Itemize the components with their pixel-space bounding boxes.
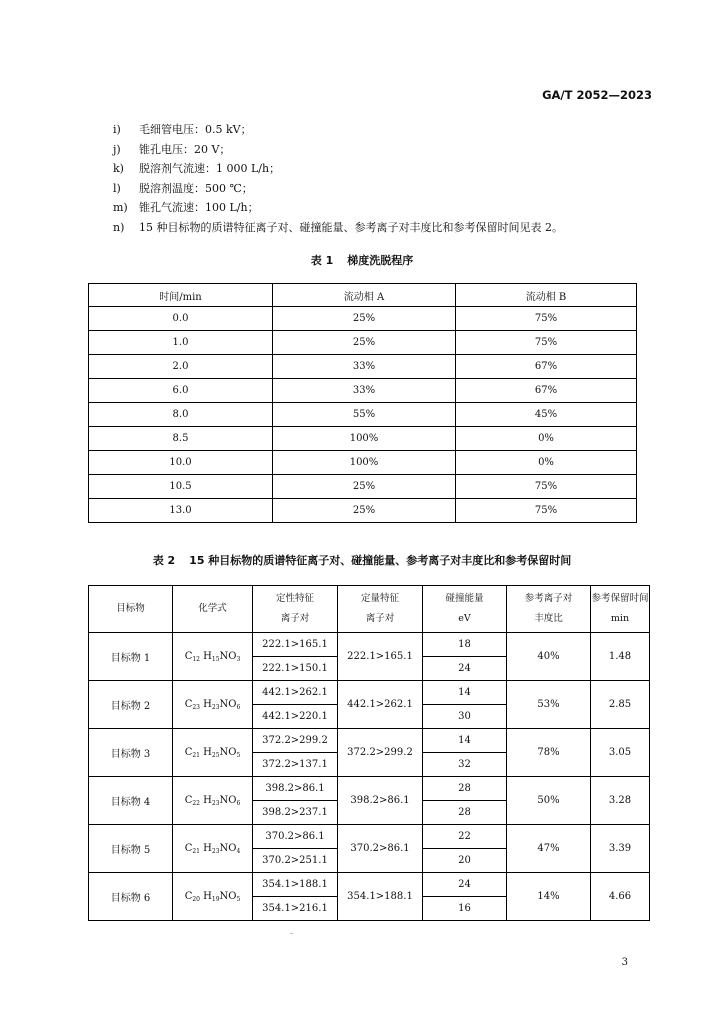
quantitative-ion-cell: 442.1>262.1 — [338, 681, 423, 729]
header-line: 参考保留时间 — [591, 593, 649, 604]
element-symbol: NO — [219, 698, 237, 710]
table-cell: 1.0 — [89, 331, 273, 355]
header-line: 定量特征 — [360, 593, 399, 604]
retention-time-cell: 1.48 — [591, 633, 650, 681]
target-name-cell: 目标物 1 — [89, 633, 173, 681]
table1-title: 梯度洗脱程序 — [347, 254, 414, 267]
table-header-cell — [507, 586, 591, 633]
table-header-row — [89, 284, 637, 307]
element-symbol: NO — [219, 890, 237, 902]
header-line: 参考离子对 — [524, 593, 573, 604]
subscript: 4 — [236, 847, 241, 855]
table-header-cell — [423, 586, 507, 633]
header-line: 碰撞能量 — [445, 593, 484, 604]
table-cell: 13.0 — [89, 499, 273, 523]
retention-time-cell: 2.85 — [591, 681, 650, 729]
table-cell: 25% — [273, 307, 456, 331]
retention-time-cell: 3.05 — [591, 729, 650, 777]
table-cell: 75% — [456, 331, 637, 355]
table-row — [89, 403, 637, 427]
list-item — [113, 120, 563, 140]
table-cell: 25% — [273, 331, 456, 355]
element-symbol: NO — [219, 794, 237, 806]
qualitative-ion-cell: 222.1>165.1 — [253, 633, 338, 657]
table-row — [89, 379, 637, 403]
list-marker: l) — [113, 181, 121, 195]
collision-energy-cell: 22 — [423, 825, 507, 849]
abundance-ratio-cell: 14% — [507, 873, 591, 921]
qualitative-ion-cell: 354.1>216.1 — [253, 897, 338, 921]
quantitative-ion-cell: 354.1>188.1 — [338, 873, 423, 921]
table-header-cell — [591, 586, 650, 633]
list-text: 脱溶剂气流速：1 000 L/h； — [139, 162, 281, 176]
list-marker: j) — [113, 142, 121, 156]
table-cell: 33% — [273, 379, 456, 403]
subscript: 5 — [236, 895, 241, 903]
subscript: 6 — [236, 799, 241, 807]
formula-cell — [173, 825, 253, 873]
element-symbol: C — [184, 890, 193, 902]
list-item — [113, 179, 563, 199]
table-row — [89, 873, 650, 897]
qualitative-ion-cell: 442.1>262.1 — [253, 681, 338, 705]
qualitative-ion-cell: 442.1>220.1 — [253, 705, 338, 729]
header-line: 丰度比 — [534, 613, 563, 624]
subscript: 6 — [236, 703, 241, 711]
abundance-ratio-cell: 47% — [507, 825, 591, 873]
table-cell: 25% — [273, 475, 456, 499]
qualitative-ion-cell: 354.1>188.1 — [253, 873, 338, 897]
table-cell: 10.0 — [89, 451, 273, 475]
subscript: 23 — [211, 847, 220, 855]
abundance-ratio-cell: 50% — [507, 777, 591, 825]
table-row — [89, 307, 637, 331]
table-row — [89, 633, 650, 657]
target-name-cell: 目标物 2 — [89, 681, 173, 729]
header-line: 目标物 — [116, 603, 145, 614]
list-text: 锥孔电压：20 V； — [139, 142, 231, 156]
quantitative-ion-cell: 222.1>165.1 — [338, 633, 423, 681]
collision-energy-cell: 30 — [423, 705, 507, 729]
ms-parameter-table — [88, 585, 650, 921]
table-cell: 45% — [456, 403, 637, 427]
table-cell: 55% — [273, 403, 456, 427]
table-cell: 0.0 — [89, 307, 273, 331]
formula-cell — [173, 777, 253, 825]
table-cell: 10.5 — [89, 475, 273, 499]
collision-energy-cell: 18 — [423, 633, 507, 657]
element-symbol: H — [199, 746, 212, 758]
table2-caption — [0, 552, 724, 568]
list-item — [113, 218, 563, 238]
table-header-row — [89, 586, 650, 633]
ms-parameter-table-body — [89, 633, 650, 921]
table-row — [89, 729, 650, 753]
element-symbol: NO — [219, 650, 237, 662]
qualitative-ion-cell: 398.2>86.1 — [253, 777, 338, 801]
quantitative-ion-cell: 398.2>86.1 — [338, 777, 423, 825]
table-header-cell: 时间/min — [89, 284, 273, 307]
formula-cell — [173, 681, 253, 729]
table2-number: 表 2 — [152, 554, 176, 567]
collision-energy-cell: 14 — [423, 729, 507, 753]
table-row — [89, 777, 650, 801]
table-cell: 25% — [273, 499, 456, 523]
element-symbol: H — [199, 698, 212, 710]
table-cell: 100% — [273, 451, 456, 475]
gradient-table — [88, 283, 637, 523]
subscript: 23 — [192, 703, 200, 711]
header-line: 离子对 — [280, 613, 310, 624]
list-text: 脱溶剂温度：500 ℃； — [139, 181, 253, 195]
subscript: 23 — [211, 799, 220, 807]
quantitative-ion-cell: 372.2>299.2 — [338, 729, 423, 777]
collision-energy-cell: 28 — [423, 801, 507, 825]
subscript: 19 — [211, 895, 220, 903]
list-marker: m) — [113, 201, 128, 215]
subscript: 21 — [192, 751, 200, 759]
qualitative-ion-cell: 222.1>150.1 — [253, 657, 338, 681]
formula-cell — [173, 633, 253, 681]
target-name-cell: 目标物 3 — [89, 729, 173, 777]
retention-time-cell: 3.28 — [591, 777, 650, 825]
retention-time-cell: 4.66 — [591, 873, 650, 921]
table-header-cell: 流动相 B — [456, 284, 637, 307]
element-symbol: H — [199, 650, 212, 662]
header-line: 离子对 — [365, 613, 395, 624]
collision-energy-cell: 32 — [423, 753, 507, 777]
table-cell: 75% — [456, 499, 637, 523]
list-marker: k) — [113, 162, 124, 176]
header-line: eV — [458, 613, 471, 624]
subscript: 3 — [236, 655, 241, 663]
table-cell: 67% — [456, 355, 637, 379]
list-marker: n) — [113, 220, 125, 234]
element-symbol: C — [184, 794, 193, 806]
subscript: 12 — [192, 655, 200, 663]
element-symbol: C — [184, 650, 193, 662]
retention-time-cell: 3.39 — [591, 825, 650, 873]
collision-energy-cell: 14 — [423, 681, 507, 705]
table-cell: 100% — [273, 427, 456, 451]
table-row — [89, 475, 637, 499]
page-number: 3 — [621, 957, 628, 968]
table1-caption — [0, 252, 724, 268]
doc-code: GA/T 2052—2023 — [542, 88, 652, 102]
table-cell: 8.0 — [89, 403, 273, 427]
element-symbol: C — [184, 746, 193, 758]
table-cell: 67% — [456, 379, 637, 403]
collision-energy-cell: 24 — [423, 657, 507, 681]
table1-number: 表 1 — [310, 254, 334, 267]
element-symbol: C — [184, 842, 193, 854]
formula-cell — [173, 729, 253, 777]
table2-title: 15 种目标物的质谱特征离子对、碰撞能量、参考离子对丰度比和参考保留时间 — [189, 554, 572, 567]
element-symbol: C — [184, 698, 193, 710]
abundance-ratio-cell: 40% — [507, 633, 591, 681]
qualitative-ion-cell: 372.2>137.1 — [253, 753, 338, 777]
table-cell: 33% — [273, 355, 456, 379]
table-cell: 6.0 — [89, 379, 273, 403]
collision-energy-cell: 28 — [423, 777, 507, 801]
element-symbol: H — [199, 842, 212, 854]
table-cell: 8.5 — [89, 427, 273, 451]
qualitative-ion-cell: 370.2>251.1 — [253, 849, 338, 873]
table-header-cell — [173, 586, 253, 633]
collision-energy-cell: 24 — [423, 873, 507, 897]
target-name-cell: 目标物 6 — [89, 873, 173, 921]
table-cell: 75% — [456, 307, 637, 331]
subscript: 15 — [211, 655, 220, 663]
list-text: 毛细管电压：0.5 kV； — [139, 123, 252, 136]
collision-energy-cell: 16 — [423, 897, 507, 921]
table-cell: 2.0 — [89, 355, 273, 379]
header-line: 定性特征 — [275, 593, 314, 604]
header-line: min — [610, 613, 630, 624]
abundance-ratio-cell: 78% — [507, 729, 591, 777]
formula-cell — [173, 873, 253, 921]
element-symbol: H — [199, 794, 212, 806]
subscript: 25 — [211, 751, 220, 759]
list-text: 15 种目标物的质谱特征离子对、碰撞能量、参考离子对丰度比和参考保留时间见表 2。 — [139, 220, 563, 234]
header-line: 化学式 — [198, 603, 227, 614]
table-header-cell — [253, 586, 338, 633]
subscript: 20 — [192, 895, 200, 903]
table-cell: 0% — [456, 451, 637, 475]
list-item — [113, 140, 563, 160]
list-marker: i) — [113, 123, 121, 136]
quantitative-ion-cell: 370.2>86.1 — [338, 825, 423, 873]
table-header-cell — [89, 586, 173, 633]
table-row — [89, 825, 650, 849]
parameter-list — [113, 120, 563, 238]
table-row — [89, 681, 650, 705]
table-header-cell — [338, 586, 423, 633]
subscript: 5 — [236, 751, 241, 759]
qualitative-ion-cell: 370.2>86.1 — [253, 825, 338, 849]
subscript: 22 — [192, 799, 200, 807]
subscript: 23 — [211, 703, 220, 711]
table-row — [89, 355, 637, 379]
target-name-cell: 目标物 5 — [89, 825, 173, 873]
list-item — [113, 159, 563, 179]
table-cell: 75% — [456, 475, 637, 499]
list-item — [113, 198, 563, 218]
table-row — [89, 427, 637, 451]
element-symbol: NO — [219, 746, 237, 758]
table-header-cell: 流动相 A — [273, 284, 456, 307]
element-symbol: H — [199, 890, 212, 902]
qualitative-ion-cell: 398.2>237.1 — [253, 801, 338, 825]
table-row — [89, 331, 637, 355]
gradient-table-body — [89, 307, 637, 523]
table-cell: 0% — [456, 427, 637, 451]
element-symbol: NO — [219, 842, 237, 854]
abundance-ratio-cell: 53% — [507, 681, 591, 729]
list-text: 锥孔气流速：100 L/h； — [139, 201, 259, 215]
qualitative-ion-cell: 372.2>299.2 — [253, 729, 338, 753]
collision-energy-cell: 20 — [423, 849, 507, 873]
subscript: 21 — [192, 847, 200, 855]
table-row — [89, 499, 637, 523]
table-row — [89, 451, 637, 475]
target-name-cell: 目标物 4 — [89, 777, 173, 825]
scan-mark — [290, 933, 293, 934]
